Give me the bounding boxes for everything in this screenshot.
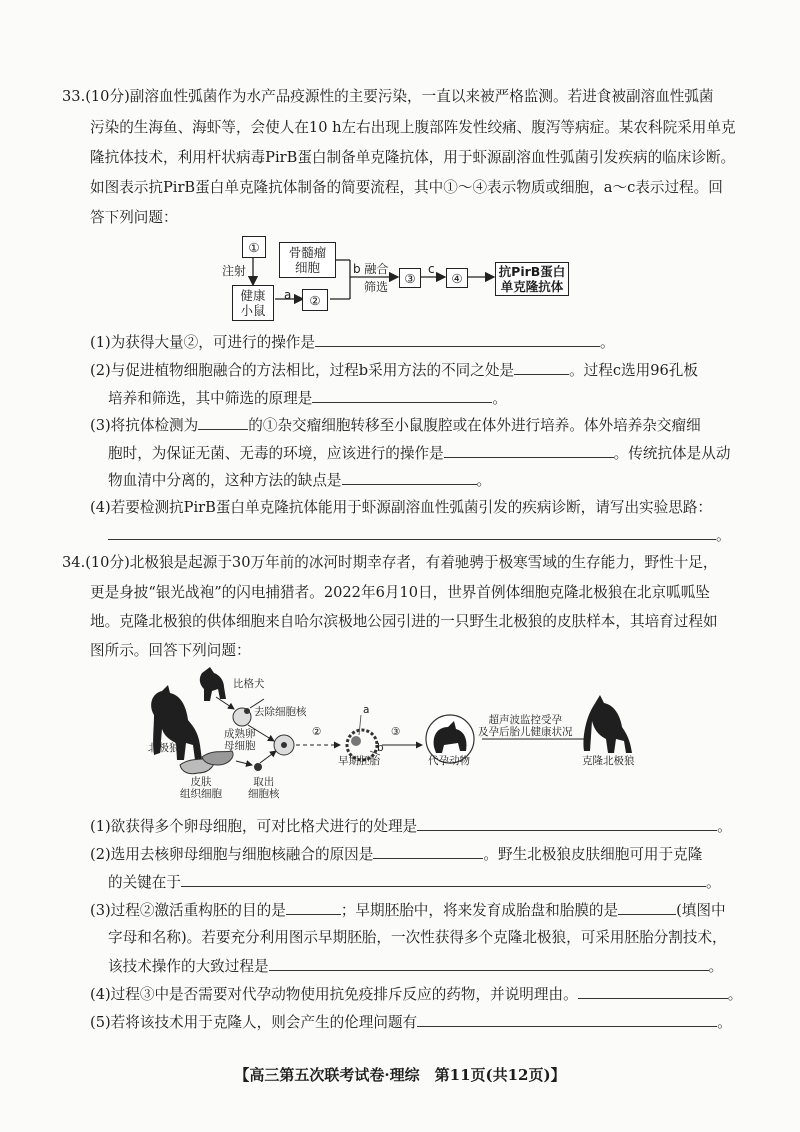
q34-sub1-blank[interactable] bbox=[417, 815, 717, 831]
q33-sub1 bbox=[90, 331, 615, 354]
q33-label-inject: 注射 bbox=[222, 264, 247, 278]
q34-sub4 bbox=[90, 983, 742, 1006]
label-early-embryo: 早期胚胎 bbox=[338, 755, 380, 767]
label-clone-wolf: 克隆北极狼 bbox=[582, 755, 635, 767]
q34-sub4-blank[interactable] bbox=[578, 983, 728, 999]
q34-sub2a bbox=[90, 843, 702, 866]
q33-box-myeloma: 骨髓瘤 细胞 bbox=[279, 242, 336, 278]
q33-sub3-blank-3[interactable] bbox=[342, 469, 477, 485]
q34-sub3b: 字母和名称)。若要充分利用图示早期胚胎，一次性获得多个克隆北极狼，可采用胚胎分割技术， bbox=[108, 929, 727, 946]
q33-sub2-blank-2[interactable] bbox=[312, 387, 492, 403]
q33-sub3-text: (3)将抗体检测为 bbox=[90, 417, 199, 434]
q34-sub2b-text: 的关键在于 bbox=[108, 874, 181, 891]
q33-sub2-text: (2)与促进植物细胞融合的方法相比，过程b采用方法的不同之处是 bbox=[90, 362, 515, 379]
q33-line-5: 答下列问题： bbox=[90, 209, 178, 226]
q33-sub2b-text: 培养和筛选，其中筛选的原理是 bbox=[108, 390, 313, 407]
label-skin-cells: 皮肤 组织细胞 bbox=[180, 776, 222, 800]
q34-sub5-blank[interactable] bbox=[417, 1011, 717, 1027]
q33-box-antibody: 抗PirB蛋白 单克隆抗体 bbox=[495, 262, 569, 296]
label-ultrasound: 超声波监控受孕 及孕后胎儿健康状况 bbox=[478, 714, 573, 738]
q34-line-3: 地。克隆北极狼的供体细胞来自哈尔滨极地公园引进的一只野生北极狼的皮肤样本，其培育过程如 bbox=[90, 613, 718, 630]
q34-sub2b-end: 。 bbox=[705, 874, 721, 891]
q33-label-b-fuse: b 融合 bbox=[353, 262, 389, 276]
q33-sub1-text: (1)为获得大量②，可进行的操作是 bbox=[90, 334, 315, 351]
q34-sub2-text-2: 。野生北极狼皮肤细胞可用于克隆 bbox=[483, 846, 703, 863]
q34-sub3-blank-2[interactable] bbox=[618, 899, 676, 915]
beagle-dog-icon bbox=[200, 667, 226, 701]
q34-sub2-blank-1[interactable] bbox=[373, 843, 483, 859]
q33-sub4-end: 。 bbox=[716, 527, 731, 544]
q33-box-mouse: 健康 小鼠 bbox=[232, 285, 274, 321]
q34-sub3-blank-3[interactable] bbox=[269, 955, 709, 971]
q33-line-3: 隆抗体技术，利用杆状病毒PirB蛋白制备单克隆抗体，用于虾源副溶血性弧菌引发疾病的临床诊断。 bbox=[90, 149, 736, 166]
q33-sub3b-text-2: 。传统抗体是从动 bbox=[613, 445, 731, 462]
q34-sub3a bbox=[90, 899, 726, 922]
q34-sub4-end: 。 bbox=[727, 986, 743, 1003]
label-surrogate: 代孕动物 bbox=[428, 755, 470, 767]
label-beagle: 比格犬 bbox=[233, 678, 265, 690]
label-step-2: ② bbox=[312, 726, 322, 738]
q33-label-screen: 筛选 bbox=[364, 280, 389, 294]
q34-sub5-text: (5)若将该技术用于克隆人，则会产生的伦理问题有 bbox=[90, 1014, 418, 1031]
q34-sub3-blank-1[interactable] bbox=[286, 899, 341, 915]
q33-sub4-blank[interactable] bbox=[108, 524, 716, 540]
label-arctic-wolf: 北极狼 bbox=[148, 742, 180, 754]
q33-box-3: ③ bbox=[399, 268, 421, 288]
q34-sub2-blank-2[interactable] bbox=[181, 871, 706, 887]
q34-line-4: 图所示。回答下列问题： bbox=[90, 642, 251, 659]
q34-sub2b bbox=[108, 871, 721, 894]
q34-sub5-end: 。 bbox=[717, 1014, 732, 1031]
q33-sub3-blank-2[interactable] bbox=[444, 442, 614, 458]
q34-line-2: 更是身披“银光战袍”的闪电捕猎者。2022年6月10日，世界首例体细胞克隆北极狼在北京呱呱坠 bbox=[90, 584, 710, 601]
page-footer: 【高三第五次联考试卷·理综 第11页(共12页)】 bbox=[234, 1066, 566, 1084]
label-oocyte: 成熟卵 母细胞 bbox=[224, 728, 256, 752]
q34-sub3c-end: 。 bbox=[708, 958, 724, 975]
q33-sub3c-end: 。 bbox=[476, 472, 492, 489]
q33-box-4: ④ bbox=[446, 268, 468, 288]
q34-sub3c bbox=[108, 955, 723, 978]
q33-sub2b bbox=[108, 387, 507, 410]
q33-sub3-blank-1[interactable] bbox=[198, 414, 248, 430]
q34-sub3-text-2: ；早期胚胎中，将来发育成胎盘和胎膜的是 bbox=[340, 902, 619, 919]
q33-line-1: 33.(10分)副溶血性弧菌作为水产品疫源性的主要污染，一直以来被严格监测。若进食被副溶血性弧菌 bbox=[62, 88, 714, 105]
q33-box-2: ② bbox=[302, 289, 328, 311]
q34-sub1-end: 。 bbox=[717, 818, 732, 835]
q33-sub3a bbox=[90, 414, 701, 437]
q33-sub4-answer bbox=[108, 524, 731, 547]
q33-label-c: c bbox=[428, 262, 435, 276]
clone-wolf-icon bbox=[583, 695, 632, 753]
q34-sub4-text: (4)过程③中是否需要对代孕动物使用抗免疫排斥反应的药物，并说明理由。 bbox=[90, 986, 578, 1003]
q33-sub2a bbox=[90, 359, 698, 382]
q34-sub2-text: (2)选用去核卵母细胞与细胞核融合的原因是 bbox=[90, 846, 374, 863]
q34-line-1: 34.(10分)北极狼是起源于30万年前的冰河时期幸存者，有着驰骋于极寒雪域的生存能力，野性十足， bbox=[62, 554, 718, 571]
label-take-nucleus: 取出 细胞核 bbox=[248, 776, 280, 800]
q33-sub3b bbox=[108, 442, 730, 465]
q33-line-2: 污染的生海鱼、海虾等，会使人在10 h左右出现上腹部阵发性绞痛、腹泻等病症。某农科院采用单克 bbox=[90, 119, 736, 136]
q33-sub1-blank[interactable] bbox=[315, 331, 600, 347]
q33-label-a: a bbox=[284, 288, 292, 302]
label-enucleate: 去除细胞核 bbox=[254, 706, 307, 718]
q34-sub3-text: (3)过程②激活重构胚的目的是 bbox=[90, 902, 286, 919]
q33-sub2-blank-1[interactable] bbox=[514, 359, 569, 375]
q34-sub5 bbox=[90, 1011, 732, 1034]
q33-line-4: 如图表示抗PirB蛋白单克隆抗体制备的简要流程，其中①～④表示物质或细胞，a～c表示过程。回 bbox=[90, 179, 723, 196]
q33-box-1: ① bbox=[242, 236, 266, 258]
q33-sub3c bbox=[108, 469, 491, 492]
q33-sub3c-text: 物血清中分离的，这种方法的缺点是 bbox=[108, 472, 342, 489]
q34-sub1-text: (1)欲获得多个卵母细胞，可对比格犬进行的处理是 bbox=[90, 818, 418, 835]
label-embryo-b: b bbox=[377, 742, 384, 754]
q33-sub3b-text: 胞时，为保证无菌、无毒的环境，应该进行的操作是 bbox=[108, 445, 444, 462]
q34-sub1 bbox=[90, 815, 732, 838]
q33-sub1-end: 。 bbox=[600, 334, 615, 351]
label-embryo-a: a bbox=[363, 704, 370, 716]
q33-sub3-text-2: 的①杂交瘤细胞转移至小鼠腹腔或在体外进行培养。体外培养杂交瘤细 bbox=[248, 417, 701, 434]
q33-sub4: (4)若要检测抗PirB蛋白单克隆抗体能用于虾源副溶血性弧菌引发的疾病诊断，请写出实验思路： bbox=[90, 499, 713, 516]
label-step-3: ③ bbox=[391, 726, 401, 738]
q33-sub2-text-2: 。过程c选用96孔板 bbox=[569, 362, 698, 379]
q34-sub3c-text: 该技术操作的大致过程是 bbox=[108, 958, 269, 975]
q34-sub3-text-3: (填图中 bbox=[676, 902, 726, 919]
q33-sub2b-end: 。 bbox=[492, 390, 507, 407]
